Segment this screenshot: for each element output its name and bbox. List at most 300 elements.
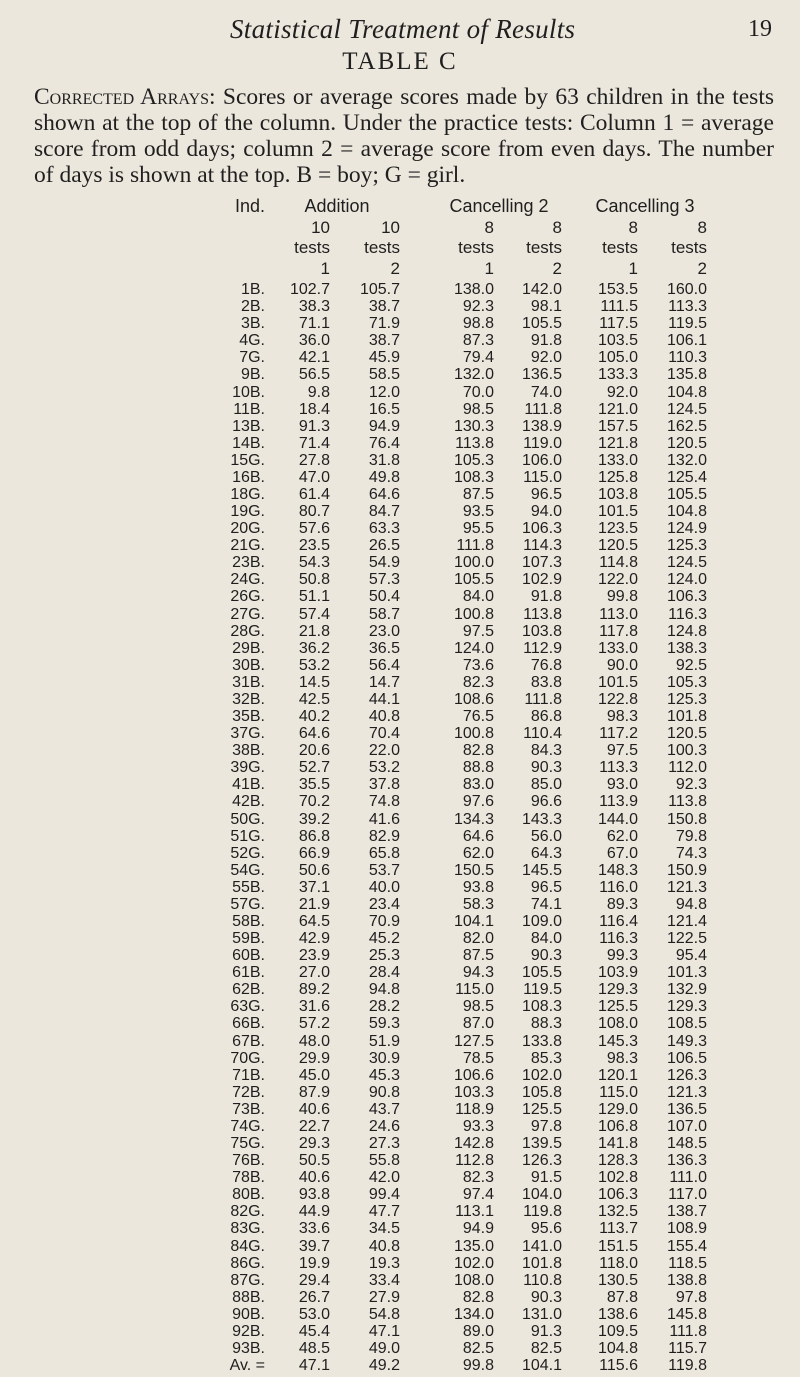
score-cell: 103.8 [521,622,562,640]
score-cell: 105.5 [453,571,494,589]
individual-id-cell: 24G. [230,571,265,589]
score-cell: 76.8 [530,656,562,674]
score-cell: 150.9 [666,861,707,879]
score-cell: 125.3 [666,690,707,708]
score-cell: 42.5 [298,690,330,708]
score-cell: 111.5 [600,298,638,316]
score-cell: 138.6 [597,1305,638,1323]
individual-id-cell: 21G. [230,537,265,555]
score-cell: 97.4 [462,1186,494,1204]
score-cell: 94.0 [530,503,562,520]
individual-id-cell: 57G. [230,895,265,913]
score-cell: 87.5 [462,486,494,503]
score-cell: 131.0 [521,1305,562,1323]
score-cell: 121.3 [666,1083,707,1101]
score-cell: 22.0 [368,742,400,760]
individual-id-cell: 86G. [230,1254,265,1272]
score-cell: 9.8 [307,383,330,401]
score-cell: 112.8 [455,1152,494,1170]
score-cell: 103.3 [453,1083,494,1101]
score-cell: 62.0 [606,827,638,845]
score-cell: 94.3 [462,964,494,982]
score-cell: 114.3 [523,537,562,555]
column-number: 1 [484,259,494,278]
score-cell: 111.8 [669,1322,707,1340]
score-cell: 92.5 [675,656,707,674]
score-cell: 141.8 [597,1135,638,1152]
score-cell: 107.3 [521,554,562,572]
score-cell: 111.0 [669,1169,707,1187]
score-cell: 79.8 [675,827,707,845]
score-cell: 120.1 [597,1066,638,1084]
score-cell: 94.9 [462,1220,494,1238]
score-cell: 115.7 [668,1340,707,1357]
score-cell: 78.5 [462,1049,494,1067]
score-cell: 92.0 [606,383,638,401]
score-cell: 37.8 [368,776,400,794]
individual-id-cell: 67B. [232,1032,265,1050]
score-cell: 113.8 [455,434,494,452]
individual-id-cell: 4G. [239,332,265,350]
score-cell: 62.0 [462,844,494,862]
score-cell: 110.3 [668,349,707,367]
score-cell: 129.0 [597,1100,638,1118]
average-cell: 119.8 [668,1357,707,1374]
score-cell: 145.3 [597,1032,638,1050]
score-cell: 148.3 [597,861,638,879]
individual-id-cell: 13B. [232,417,265,435]
score-cell: 53.7 [368,861,400,879]
score-cell: 101.8 [666,708,707,725]
individual-id-cell: 60B. [232,947,265,965]
score-cell: 94.8 [675,895,707,913]
score-cell: 119.5 [668,315,707,333]
score-cell: 120.5 [666,725,707,743]
score-cell: 61.4 [298,486,330,503]
score-cell: 93.8 [462,878,494,896]
score-cell: 115.0 [455,981,494,999]
individual-id-cell: 78B. [232,1169,265,1187]
table-caption [34,84,774,188]
score-cell: 83.0 [462,776,494,794]
individual-id-cell: 71B. [232,1066,265,1084]
score-cell: 45.4 [298,1322,330,1340]
individual-id-cell: 26G. [230,588,265,606]
score-cell: 100.8 [453,725,494,743]
column-number: 2 [390,259,400,278]
score-cell: 64.3 [530,844,562,862]
score-cell: 58.5 [368,366,400,384]
average-cell: 115.6 [599,1357,638,1374]
score-cell: 24.6 [368,1117,400,1135]
average-cell: 49.2 [368,1357,400,1374]
score-cell: 53.0 [298,1305,330,1323]
score-cell: 133.8 [521,1032,562,1050]
score-cell: 109.0 [521,913,562,930]
score-cell: 27.9 [368,1288,400,1306]
score-cell: 97.8 [675,1288,707,1306]
score-cell: 93.0 [606,776,638,794]
score-cell: 87.0 [462,1015,494,1033]
score-cell: 84.7 [368,503,400,520]
score-cell: 138.0 [453,281,494,298]
individual-id-cell: 92B. [232,1322,265,1340]
score-cell: 128.3 [597,1152,638,1170]
score-cell: 71.9 [368,315,400,333]
score-cell: 64.6 [462,827,494,845]
score-cell: 122.8 [597,690,638,708]
score-cell: 96.6 [530,793,562,811]
score-cell: 106.0 [521,451,562,469]
individual-id-cell: 23B. [232,554,265,572]
individual-id-cell: 31B. [232,673,265,691]
days-header: 8 [628,218,638,237]
score-cell: 124.0 [453,639,494,657]
score-cell: 49.0 [368,1340,400,1357]
days-header: 10 [381,218,400,237]
individual-id-cell: 38B. [232,742,265,760]
individual-id-cell: 59B. [232,930,265,947]
score-cell: 118.0 [599,1254,638,1272]
score-cell: 149.3 [666,1032,707,1050]
score-cell: 40.8 [368,708,400,725]
score-cell: 91.8 [530,332,562,350]
score-cell: 70.9 [368,913,400,930]
score-cell: 105.3 [453,451,494,469]
score-cell: 52.7 [298,759,330,777]
score-cell: 76.4 [368,434,400,452]
score-cell: 84.3 [530,742,562,760]
score-cell: 53.2 [298,656,330,674]
score-cell: 44.9 [298,1203,330,1221]
score-cell: 82.8 [462,1288,494,1306]
score-cell: 125.3 [666,537,707,555]
individual-id-cell: 63G. [230,998,265,1016]
score-cell: 42.9 [298,930,330,947]
score-cell: 54.9 [368,554,400,572]
score-cell: 57.4 [298,605,330,623]
score-cell: 98.1 [530,298,562,316]
score-cell: 27.8 [298,451,330,469]
score-cell: 117.2 [599,725,638,743]
score-cell: 79.4 [462,349,494,367]
individual-id-cell: 27G. [230,605,265,623]
score-cell: 50.5 [298,1152,330,1170]
score-cell: 88.8 [462,759,494,777]
score-cell: 49.8 [368,468,400,486]
score-cell: 113.3 [668,298,707,316]
score-cell: 56.5 [298,366,330,384]
score-cell: 118.9 [455,1100,494,1118]
score-cell: 82.3 [462,673,494,691]
days-header: 8 [552,218,562,237]
score-cell: 98.8 [462,315,494,333]
score-cell: 45.9 [368,349,400,367]
individual-id-cell: 80B. [232,1186,265,1204]
score-cell: 105.5 [666,486,707,503]
score-cell: 56.0 [530,827,562,845]
score-cell: 116.3 [599,930,638,947]
score-cell: 80.7 [298,503,330,520]
score-cell: 12.0 [368,383,400,401]
score-cell: 38.7 [368,298,400,316]
score-cell: 45.2 [368,930,400,947]
score-cell: 112.0 [668,759,707,777]
score-cell: 21.9 [298,895,330,913]
score-cell: 136.5 [521,366,562,384]
score-cell: 39.7 [298,1237,330,1255]
score-cell: 97.5 [462,622,494,640]
score-cell: 40.6 [298,1100,330,1118]
score-cell: 89.0 [462,1322,494,1340]
score-cell: 97.5 [606,742,638,760]
score-cell: 102.9 [521,571,562,589]
score-cell: 83.8 [530,673,562,691]
tests-header-row [0,238,800,258]
score-cell: 144.0 [597,810,638,828]
score-cell: 124.0 [666,571,707,589]
score-cell: 130.5 [597,1271,638,1289]
individual-id-cell: 20G. [230,520,265,538]
score-cell: 111.8 [524,690,562,708]
score-cell: 135.0 [453,1237,494,1255]
score-cell: 110.4 [523,725,562,743]
score-cell: 86.8 [298,827,330,845]
group-header-addition: Addition [304,196,370,216]
average-cell: 104.1 [521,1357,562,1374]
score-cell: 108.5 [666,1015,707,1033]
score-cell: 116.3 [668,605,707,623]
score-cell: 117.8 [599,622,638,640]
score-cell: 101.5 [597,673,638,691]
score-cell: 98.5 [462,998,494,1016]
score-cell: 88.3 [530,1015,562,1033]
individual-id-cell: 61B. [232,964,265,982]
caption-lead: Corrected Arrays: [34,84,216,110]
individual-id-cell: 19G. [230,503,265,520]
score-cell: 31.8 [368,451,400,469]
individual-id-cell: 3B. [240,315,265,333]
score-cell: 145.8 [666,1305,707,1323]
score-cell: 67.0 [606,844,638,862]
score-cell: 101.8 [521,1254,562,1272]
individual-id-cell: 10B. [232,383,265,401]
individual-id-cell: 51G. [230,827,265,845]
score-cell: 90.3 [530,1288,562,1306]
score-cell: 45.0 [298,1066,330,1084]
days-header-row [0,218,800,238]
column-number-row [0,259,800,279]
score-cell: 93.5 [462,503,494,520]
score-cell: 130.3 [453,417,494,435]
score-cell: 27.3 [368,1135,400,1152]
individual-id-cell: 66B. [232,1015,265,1033]
score-cell: 105.3 [666,673,707,691]
column-number: 1 [628,259,638,278]
individual-id-cell: 2B. [240,298,265,316]
table-title: TABLE C [342,48,458,75]
score-cell: 126.3 [521,1152,562,1170]
score-cell: 124.5 [666,400,707,418]
score-cell: 92.0 [530,349,562,367]
score-cell: 57.6 [298,520,330,538]
score-cell: 108.9 [666,1220,707,1238]
score-cell: 64.6 [368,486,400,503]
score-cell: 102.8 [597,1169,638,1187]
score-cell: 91.3 [298,417,330,435]
score-cell: 22.7 [298,1117,330,1135]
score-cell: 105.8 [521,1083,562,1101]
score-cell: 92.3 [675,776,707,794]
score-cell: 47.7 [368,1203,400,1221]
score-cell: 65.8 [368,844,400,862]
score-cell: 103.8 [597,486,638,503]
score-cell: 82.5 [530,1340,562,1357]
score-cell: 40.6 [298,1169,330,1187]
score-cell: 129.3 [666,998,707,1016]
score-cell: 100.0 [453,554,494,572]
score-cell: 121.8 [597,434,638,452]
tests-header: tests [458,238,494,257]
score-cell: 85.0 [530,776,562,794]
score-cell: 70.0 [462,383,494,401]
score-cell: 82.8 [462,742,494,760]
score-cell: 50.6 [298,861,330,879]
score-cell: 116.0 [599,878,638,896]
score-cell: 108.3 [521,998,562,1016]
score-cell: 120.5 [666,434,707,452]
score-cell: 162.5 [666,417,707,435]
score-cell: 93.8 [298,1186,330,1204]
score-cell: 87.5 [462,947,494,965]
score-cell: 87.9 [298,1083,330,1101]
individual-id-cell: 73B. [232,1100,265,1118]
score-cell: 87.3 [462,332,494,350]
score-cell: 23.9 [298,947,330,965]
score-cell: 108.0 [453,1271,494,1289]
individual-id-cell: 15G. [230,451,265,469]
score-cell: 123.5 [597,520,638,538]
score-cell: 63.3 [368,520,400,538]
score-cell: 113.3 [599,759,638,777]
score-cell: 57.2 [298,1015,330,1033]
score-cell: 29.4 [298,1271,330,1289]
score-cell: 105.0 [597,349,638,367]
individual-id-cell: 39G. [230,759,265,777]
score-cell: 160.0 [666,281,707,298]
score-cell: 142.8 [453,1135,494,1152]
score-cell: 113.8 [523,605,562,623]
average-label: Av. = [229,1357,265,1374]
score-cell: 133.3 [597,366,638,384]
score-cell: 150.5 [453,861,494,879]
score-cell: 55.8 [368,1152,400,1170]
score-cell: 138.7 [666,1203,707,1221]
score-cell: 94.9 [368,417,400,435]
score-cell: 91.5 [530,1169,562,1187]
score-cell: 92.3 [462,298,494,316]
score-cell: 113.7 [599,1220,638,1238]
score-cell: 64.6 [298,725,330,743]
days-header: 10 [311,218,330,237]
score-cell: 37.1 [298,878,330,896]
score-cell: 122.5 [666,930,707,947]
score-cell: 39.2 [298,810,330,828]
column-number: 1 [320,259,330,278]
individual-id-cell: 9B. [240,366,265,384]
score-cell: 58.7 [368,605,400,623]
score-cell: 106.3 [521,520,562,538]
individual-id-cell: 75G. [230,1135,265,1152]
score-cell: 132.0 [666,451,707,469]
score-cell: 106.1 [666,332,707,350]
individual-id-cell: 41B. [232,776,265,794]
score-cell: 82.9 [368,827,400,845]
score-cell: 125.4 [666,468,707,486]
score-cell: 25.3 [368,947,400,965]
score-cell: 117.5 [599,315,638,333]
score-cell: 94.8 [368,981,400,999]
tests-header: tests [602,238,638,257]
score-cell: 98.5 [462,400,494,418]
score-cell: 44.1 [368,690,400,708]
individual-id-cell: 14B. [232,434,265,452]
score-cell: 119.5 [523,981,562,999]
score-cell: 93.3 [462,1117,494,1135]
score-cell: 132.5 [597,1203,638,1221]
score-cell: 59.3 [368,1015,400,1033]
score-cell: 106.5 [666,1049,707,1067]
score-cell: 111.8 [456,537,494,555]
score-cell: 103.5 [597,332,638,350]
score-cell: 47.0 [298,468,330,486]
individual-id-cell: 28G. [230,622,265,640]
score-cell: 51.9 [368,1032,400,1050]
individual-id-cell: 58B. [232,913,265,930]
days-header: 8 [697,218,707,237]
score-cell: 90.0 [606,656,638,674]
individual-id-cell: 1B. [240,281,265,298]
score-cell: 136.5 [666,1100,707,1118]
score-cell: 97.8 [530,1117,562,1135]
score-cell: 112.9 [523,639,562,657]
score-cell: 14.7 [368,673,400,691]
score-cell: 51.1 [298,588,330,606]
individual-id-cell: 16B. [232,468,265,486]
score-cell: 71.4 [298,434,330,452]
score-cell: 48.5 [298,1340,330,1357]
individual-id-cell: 35B. [232,708,265,725]
individual-id-cell: 30B. [232,656,265,674]
score-cell: 28.4 [368,964,400,982]
score-cell: 101.5 [597,503,638,520]
score-cell: 53.2 [368,759,400,777]
score-cell: 74.0 [530,383,562,401]
score-cell: 40.8 [368,1237,400,1255]
score-cell: 90.8 [368,1083,400,1101]
score-cell: 28.2 [368,998,400,1016]
score-cell: 36.0 [298,332,330,350]
score-cell: 23.4 [368,895,400,913]
score-cell: 74.8 [368,793,400,811]
score-cell: 102.7 [289,281,330,298]
score-cell: 82.5 [462,1340,494,1357]
score-cell: 54.3 [298,554,330,572]
score-cell: 90.3 [530,759,562,777]
score-cell: 21.8 [298,622,330,640]
score-cell: 91.3 [530,1322,562,1340]
score-cell: 19.9 [298,1254,330,1272]
